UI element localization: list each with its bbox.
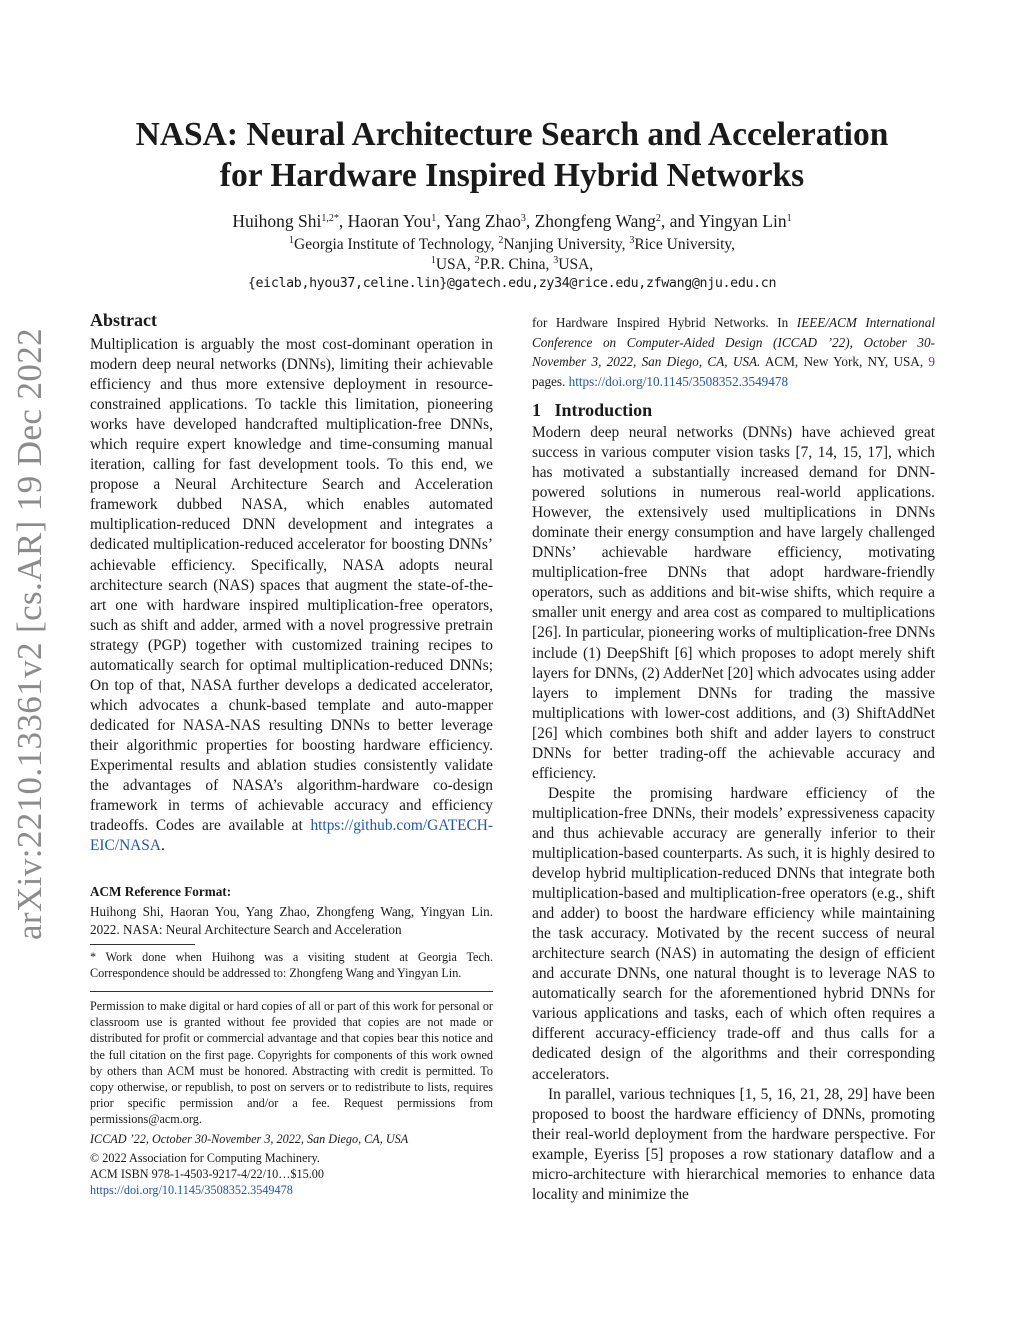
- acm-reference-continued: [532, 313, 935, 391]
- ref-pages-number: 9: [928, 354, 935, 369]
- author-list: [60, 211, 964, 232]
- ref-publisher: ACM, New York, NY, USA,: [760, 354, 929, 369]
- abstract-end: .: [160, 837, 165, 855]
- footnote: [90, 949, 493, 981]
- copyright-line: © 2022 Association for Computing Machinery.: [90, 1150, 320, 1165]
- intro-paragraph-2: Despite the promising hardware efficiency of the multiplication-free DNNs, their models’ expressiveness capacity and thus achievable accuracy are generally inferior to their multiplication-based counterparts. As such, it is highly desired to develop hybrid multiplication-reduced DNNs that integrate both multiplication-based and multiplication-free operators (e.g., shift and adder) to boost the hardware efficiency while maintaining the task accuracy. Motivated by the recent success of neural architecture search (NAS) in automating the design of efficient and accurate DNNs, one natural thought is to leverage NAS to automatically search for the aforementioned hybrid DNNs for various applications and tasks, each of which often requires a different accuracy-efficiency trade-off and thus calls for a dedicated design of the algorithms and their corresponding accelerators.: [532, 784, 935, 1083]
- ref-pages-word: pages.: [532, 373, 569, 389]
- code-link[interactable]: https://github.com/GATECH-EIC/NASA: [90, 817, 493, 855]
- abstract-body: [90, 335, 493, 856]
- authors-rendered: Huihong Shi$^{1,2*}$, Haoran You$^1$, Yang Zhao$^3$, Zhongfeng Wang$^2$, and Yingyan Lin$^1$: [232, 211, 792, 231]
- affiliations-line-2: $^1$USA, $^2$P.R. China, $^3$USA,: [430, 255, 594, 273]
- acm-reference: [90, 884, 493, 938]
- author-emails: {eiclab,hyou37,celine.lin}@gatech.edu,zy34@rice.edu,zfwang@nju.edu.cn: [247, 276, 777, 291]
- abstract-section: [90, 309, 493, 856]
- ref-venue: IEEE/ACM International Conference on Computer-Aided Design (ICCAD ’22), October 30-November 3, 2022, San Diego, CA, USA.: [532, 315, 935, 369]
- ref-doi-link[interactable]: https://doi.org/10.1145/3508352.3549478: [568, 373, 789, 389]
- intro-paragraph-3: In parallel, various techniques [1, 5, 16, 21, 28, 29] have been proposed to boost the hardware efficiency of DNNs, promoting their real-world deployment from the hardware perspective. For example, Eyeriss [5] proposes a row stationary dataflow and a micro-architecture with hierarchical memories to enhance data locality and minimize the: [532, 1085, 935, 1203]
- ref-plain: for Hardware Inspired Hybrid Networks. In: [532, 315, 797, 330]
- footnote-text: * Work done when Huihong was a visiting student at Georgia Tech. Correspondence should be addressed to: Zhongfeng Wang and Yingyan Lin.: [90, 950, 493, 981]
- permission-rule: [90, 991, 493, 992]
- intro-paragraph-1: Modern deep neural networks (DNNs) have achieved great success in various computer vision tasks [7, 14, 15, 17], which has motivated a substantially increased demand for DNN-powered solutions in numerous real-world applications. However, the extensively used multiplications in DNNs dominate their energy consumption and have largely challenged DNNs’ achievable hardware efficiency, motivating multiplication-free DNNs that adopt hardware-friendly operators, such as additions and bit-wise shifts, which require a smaller unit energy and area cost as compared to multiplications [26]. In particular, pioneering works of multiplication-free DNNs include (1) DeepShift [6] which proposes to adopt merely shift layers for DNNs, (2) AdderNet [20] which advocates using adder layers to implement DNNs for trading the massive multiplications with lower-cost additions, and (3) ShiftAddNet [26] which combines both shift and adder layers to construct DNNs for better trading-off the achievable accuracy and efficiency.: [532, 424, 935, 782]
- isbn-line: ACM ISBN 978-1-4503-9217-4/22/10…$15.00: [90, 1167, 324, 1182]
- abstract-text: Multiplication is arguably the most cost-dominant operation in modern deep neural networks (DNNs), limiting their achievable efficiency and thus more extensive deployment in resource-constrained applications. To tackle this limitation, pioneering works have developed handcrafted multiplication-free DNNs, which require expert knowledge and time-consuming manual iteration, calling for fast development tools. To this end, we propose a Neural Architecture Search and Acceleration framework dubbed NASA, which enables automated multiplication-reduced DNN development and integrates a dedicated multiplication-reduced accelerator for boosting DNNs’ achievable efficiency. Specifically, NASA adopts neural architecture search (NAS) spaces that augment the state-of-the-art one with hardware inspired multiplication-free operators, such as shift and adder, armed with a novel progressive pretrain strategy (PGP) together with customized training recipes to automatically search for optimal multiplication-reduced DNNs; On top of that, NASA further develops a dedicated accelerator, which advocates a chunk-based template and auto-mapper dedicated for NASA-NAS resulting DNNs to better leverage their algorithmic properties for boosting hardware efficiency. Experimental results and ablation studies consistently validate the advantages of NASA’s algorithm-hardware co-design framework in terms of achievable accuracy and efficiency tradeoffs. Codes are available at: [90, 336, 493, 835]
- affiliations-line-1: $^1$Georgia Institute of Technology, $^2$Nanjing University, $^3$Rice University,: [289, 235, 735, 253]
- footnote-rule: [90, 944, 195, 945]
- doi-link[interactable]: https://doi.org/10.1145/3508352.3549478: [90, 1183, 293, 1198]
- title-line-2: for Hardware Inspired Hybrid Networks: [219, 157, 805, 194]
- permission-block: [90, 998, 493, 1198]
- introduction-section: [532, 399, 935, 1205]
- paper-title: [60, 114, 964, 196]
- conference-line: ICCAD ’22, October 30-November 3, 2022, San Diego, CA, USA: [90, 1131, 409, 1146]
- permission-text: Permission to make digital or hard copies of all or part of this work for personal or classroom use is granted without fee provided that copies are not made or distributed for profit or commercial advantage and that copies bear this notice and the full citation on the first page. Copyrights for components of this work owned by others than ACM must be honored. Abstracting with credit is permitted. To copy otherwise, or republish, to post on servers or to redistribute to lists, requires prior specific permission and/or a fee. Request permissions from permissions@acm.org.: [90, 999, 493, 1127]
- acm-reference-heading: ACM Reference Format:: [90, 884, 232, 899]
- title-line-1: NASA: Neural Architecture Search and Acceleration: [135, 116, 889, 153]
- acm-reference-text: Huihong Shi, Haoran You, Yang Zhao, Zhongfeng Wang, Yingyan Lin. 2022. NASA: Neural Architecture Search and Acceleration: [90, 904, 493, 937]
- arxiv-identifier: arXiv:2210.13361v2 [cs.AR] 19 Dec 2022: [10, 327, 49, 940]
- abstract-heading: Abstract: [90, 310, 157, 330]
- acm-reference-continued-text: [532, 313, 935, 391]
- introduction-heading: 1 Introduction: [532, 400, 653, 420]
